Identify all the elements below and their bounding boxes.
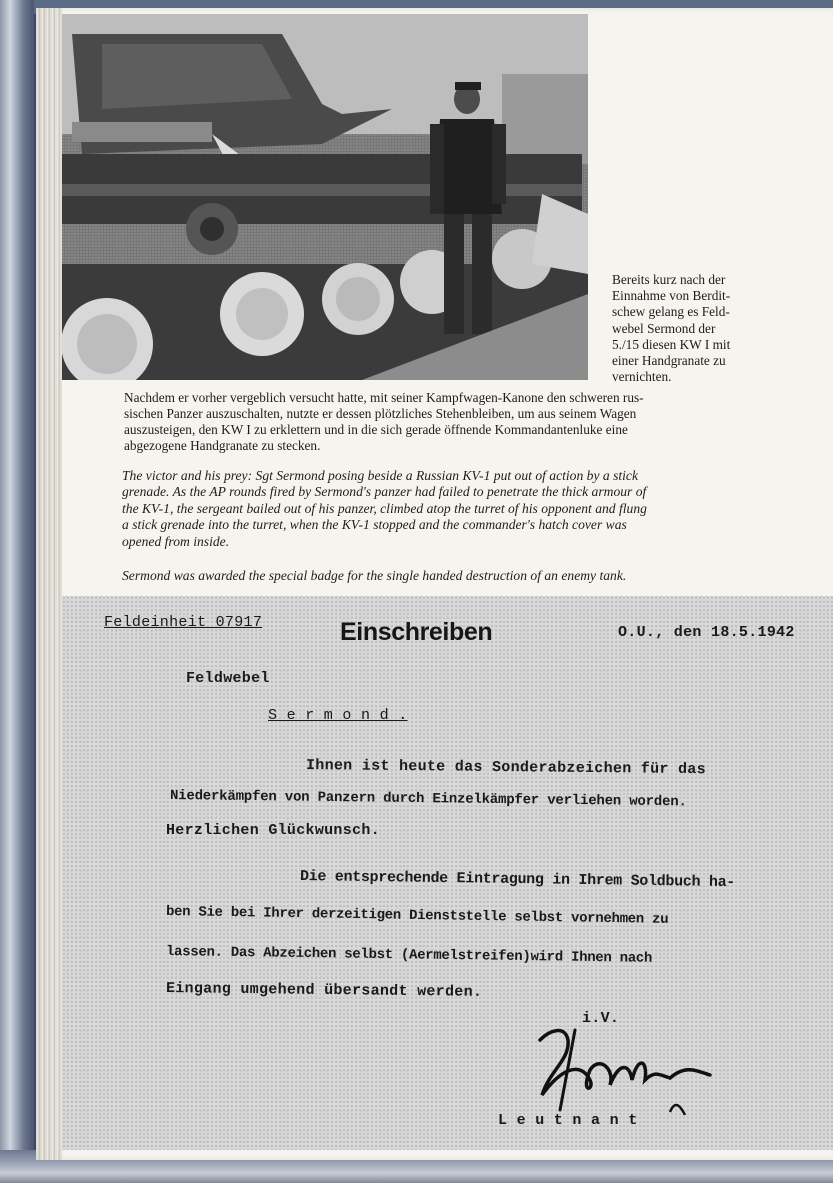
side-caption-line: vernichten.: [612, 369, 672, 385]
side-caption-line: Bereits kurz nach der: [612, 272, 726, 287]
letter-paragraph2-line: Eingang umgehend übersandt werden.: [165, 980, 483, 1001]
book-cover-left: [0, 0, 34, 1183]
letter-recipient-rank: Feldwebel: [186, 670, 270, 687]
letter-paragraph2-line: Die entsprechende Eintragung in Ihrem Soldbuch ha-: [299, 868, 736, 892]
letter-title: Einschreiben: [340, 618, 493, 646]
side-caption-line: einer Handgranate zu: [612, 353, 726, 369]
letter-paragraph1-line: Niederkämpfen von Panzern durch Einzelkämpfer verliehen worden.: [169, 788, 687, 811]
german-caption-line: abgezogene Handgranate zu stecken.: [124, 438, 321, 453]
english-caption-line: grenade. As the AP rounds fired by Sermond's panzer had failed to penetrate the thick armour of: [122, 484, 647, 500]
german-caption: [124, 390, 804, 454]
letter-iv: i.V.: [582, 1010, 620, 1027]
page-spine-edges: [36, 8, 62, 1160]
side-caption-line: Einnahme von Berdit-: [612, 288, 731, 304]
letter-paragraph1-line: Herzlichen Glückwunsch.: [166, 822, 380, 839]
english-caption-line: the KV-1, the sergeant bailed out of his panzer, climbed atop the turret of his opponent and flung: [122, 500, 647, 516]
german-caption-line: auszusteigen, den KW I zu erklettern und in die sich gerade öffnende Kommandantenluke eine: [124, 422, 628, 437]
letter-place-date: O.U., den 18.5.1942: [618, 624, 795, 641]
english-caption-line: The victor and his prey: Sgt Sermond posing beside a Russian KV-1 put out of action by a stick: [122, 468, 639, 483]
letter-paragraph2-line: ben Sie bei Ihrer derzeitigen Dienststelle selbst vornehmen zu: [165, 904, 669, 928]
side-caption-german: [612, 272, 812, 385]
letter-paragraph2-line: lassen. Das Abzeichen selbst (Aermelstreifen)wird Ihnen nach: [165, 944, 653, 967]
handwritten-signature: [520, 1000, 740, 1130]
english-caption: [122, 468, 812, 550]
letter-recipient-name: S e r m o n d .: [268, 707, 408, 724]
side-caption-line: webel Sermond der: [612, 320, 716, 336]
side-caption-line: schew gelang es Feld-: [612, 304, 730, 320]
tank-photo-icon: [62, 14, 588, 380]
english-caption-line: opened from inside.: [122, 533, 230, 549]
german-caption-line: Nachdem er vorher vergeblich versucht hatte, mit seiner Kampfwagen-Kanone den schweren rus-: [124, 390, 644, 405]
side-caption-line: 5./15 diesen KW I mit: [612, 336, 731, 352]
english-caption-line: a stick grenade into the turret, when the KV-1 stopped and the commander's hatch cover was: [122, 517, 627, 533]
letter-unit: Feldeinheit 07917: [104, 614, 263, 631]
tank-photo: [62, 14, 588, 380]
german-caption-line: sischen Panzer auszuschalten, nutzte er dessen plötzliches Stehenbleiben, um aus seinem Wagen: [124, 406, 637, 421]
letter-signer-rank: L e u t n a n t: [498, 1112, 638, 1129]
signature-icon: [520, 1000, 740, 1130]
award-caption: Sermond was awarded the special badge for the single handed destruction of an enemy tank.: [122, 568, 627, 583]
letter-paragraph1-line: Ihnen ist heute das Sonderabzeichen für das: [305, 757, 707, 779]
